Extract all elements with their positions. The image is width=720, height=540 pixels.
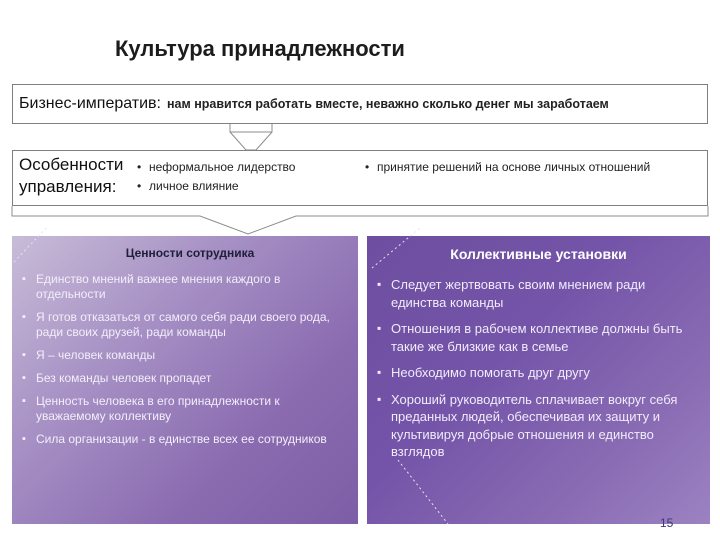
page-number: 15	[660, 516, 674, 530]
management-label: Особенности управления:	[19, 155, 124, 196]
page-title: Культура принадлежности	[115, 36, 405, 61]
list-item: ▪ Ценность человека в его принадлежности к уважаемому коллективу	[22, 394, 350, 424]
list-item: ▪ Сила организации - в единстве всех ее сотрудников	[22, 432, 350, 447]
employee-values-panel	[12, 236, 358, 524]
management-item: • личное влияние	[137, 179, 239, 193]
list-item: ▪ Я – человек команды	[22, 348, 350, 363]
collective-attitudes-panel	[367, 236, 710, 524]
imperative-label: Бизнес-императив:	[19, 95, 161, 112]
employee-values-list	[12, 272, 358, 447]
management-items-col2	[365, 158, 650, 177]
management-item: • неформальное лидерство	[137, 160, 296, 174]
collective-attitudes-title: Коллективные установки	[450, 246, 627, 262]
employee-values-title: Ценности сотрудника	[125, 246, 255, 260]
list-item: ▪ Хороший руководитель сплачивает вокруг себя преданных людей, обеспечивая их защиту и культивируя добрые отношения и единство взглядов	[377, 391, 702, 461]
connector-arrow-bottom	[12, 206, 708, 234]
list-item: ▪ Я готов отказаться от самого себя ради своего рода, ради своих друзей, ради команды	[22, 310, 350, 340]
imperative-text: нам нравится работать вместе, неважно сколько денег мы заработаем	[167, 97, 609, 111]
connector-arrow-top	[230, 124, 272, 132]
management-features-box	[12, 150, 708, 206]
list-item: ▪ Без команды человек пропадет	[22, 371, 350, 386]
list-item: ▪ Единство мнений важнее мнения каждого в отдельности	[22, 272, 350, 302]
collective-attitudes-list	[367, 276, 710, 461]
management-items-col1	[137, 158, 295, 196]
list-item: ▪ Отношения в рабочем коллективе должны быть такие же близкие как в семье	[377, 320, 702, 355]
list-item: ▪ Следует жертвовать своим мнением ради единства команды	[377, 276, 702, 311]
management-item: • принятие решений на основе личных отношений	[365, 160, 651, 174]
list-item: ▪ Необходимо помогать друг другу	[377, 364, 702, 382]
